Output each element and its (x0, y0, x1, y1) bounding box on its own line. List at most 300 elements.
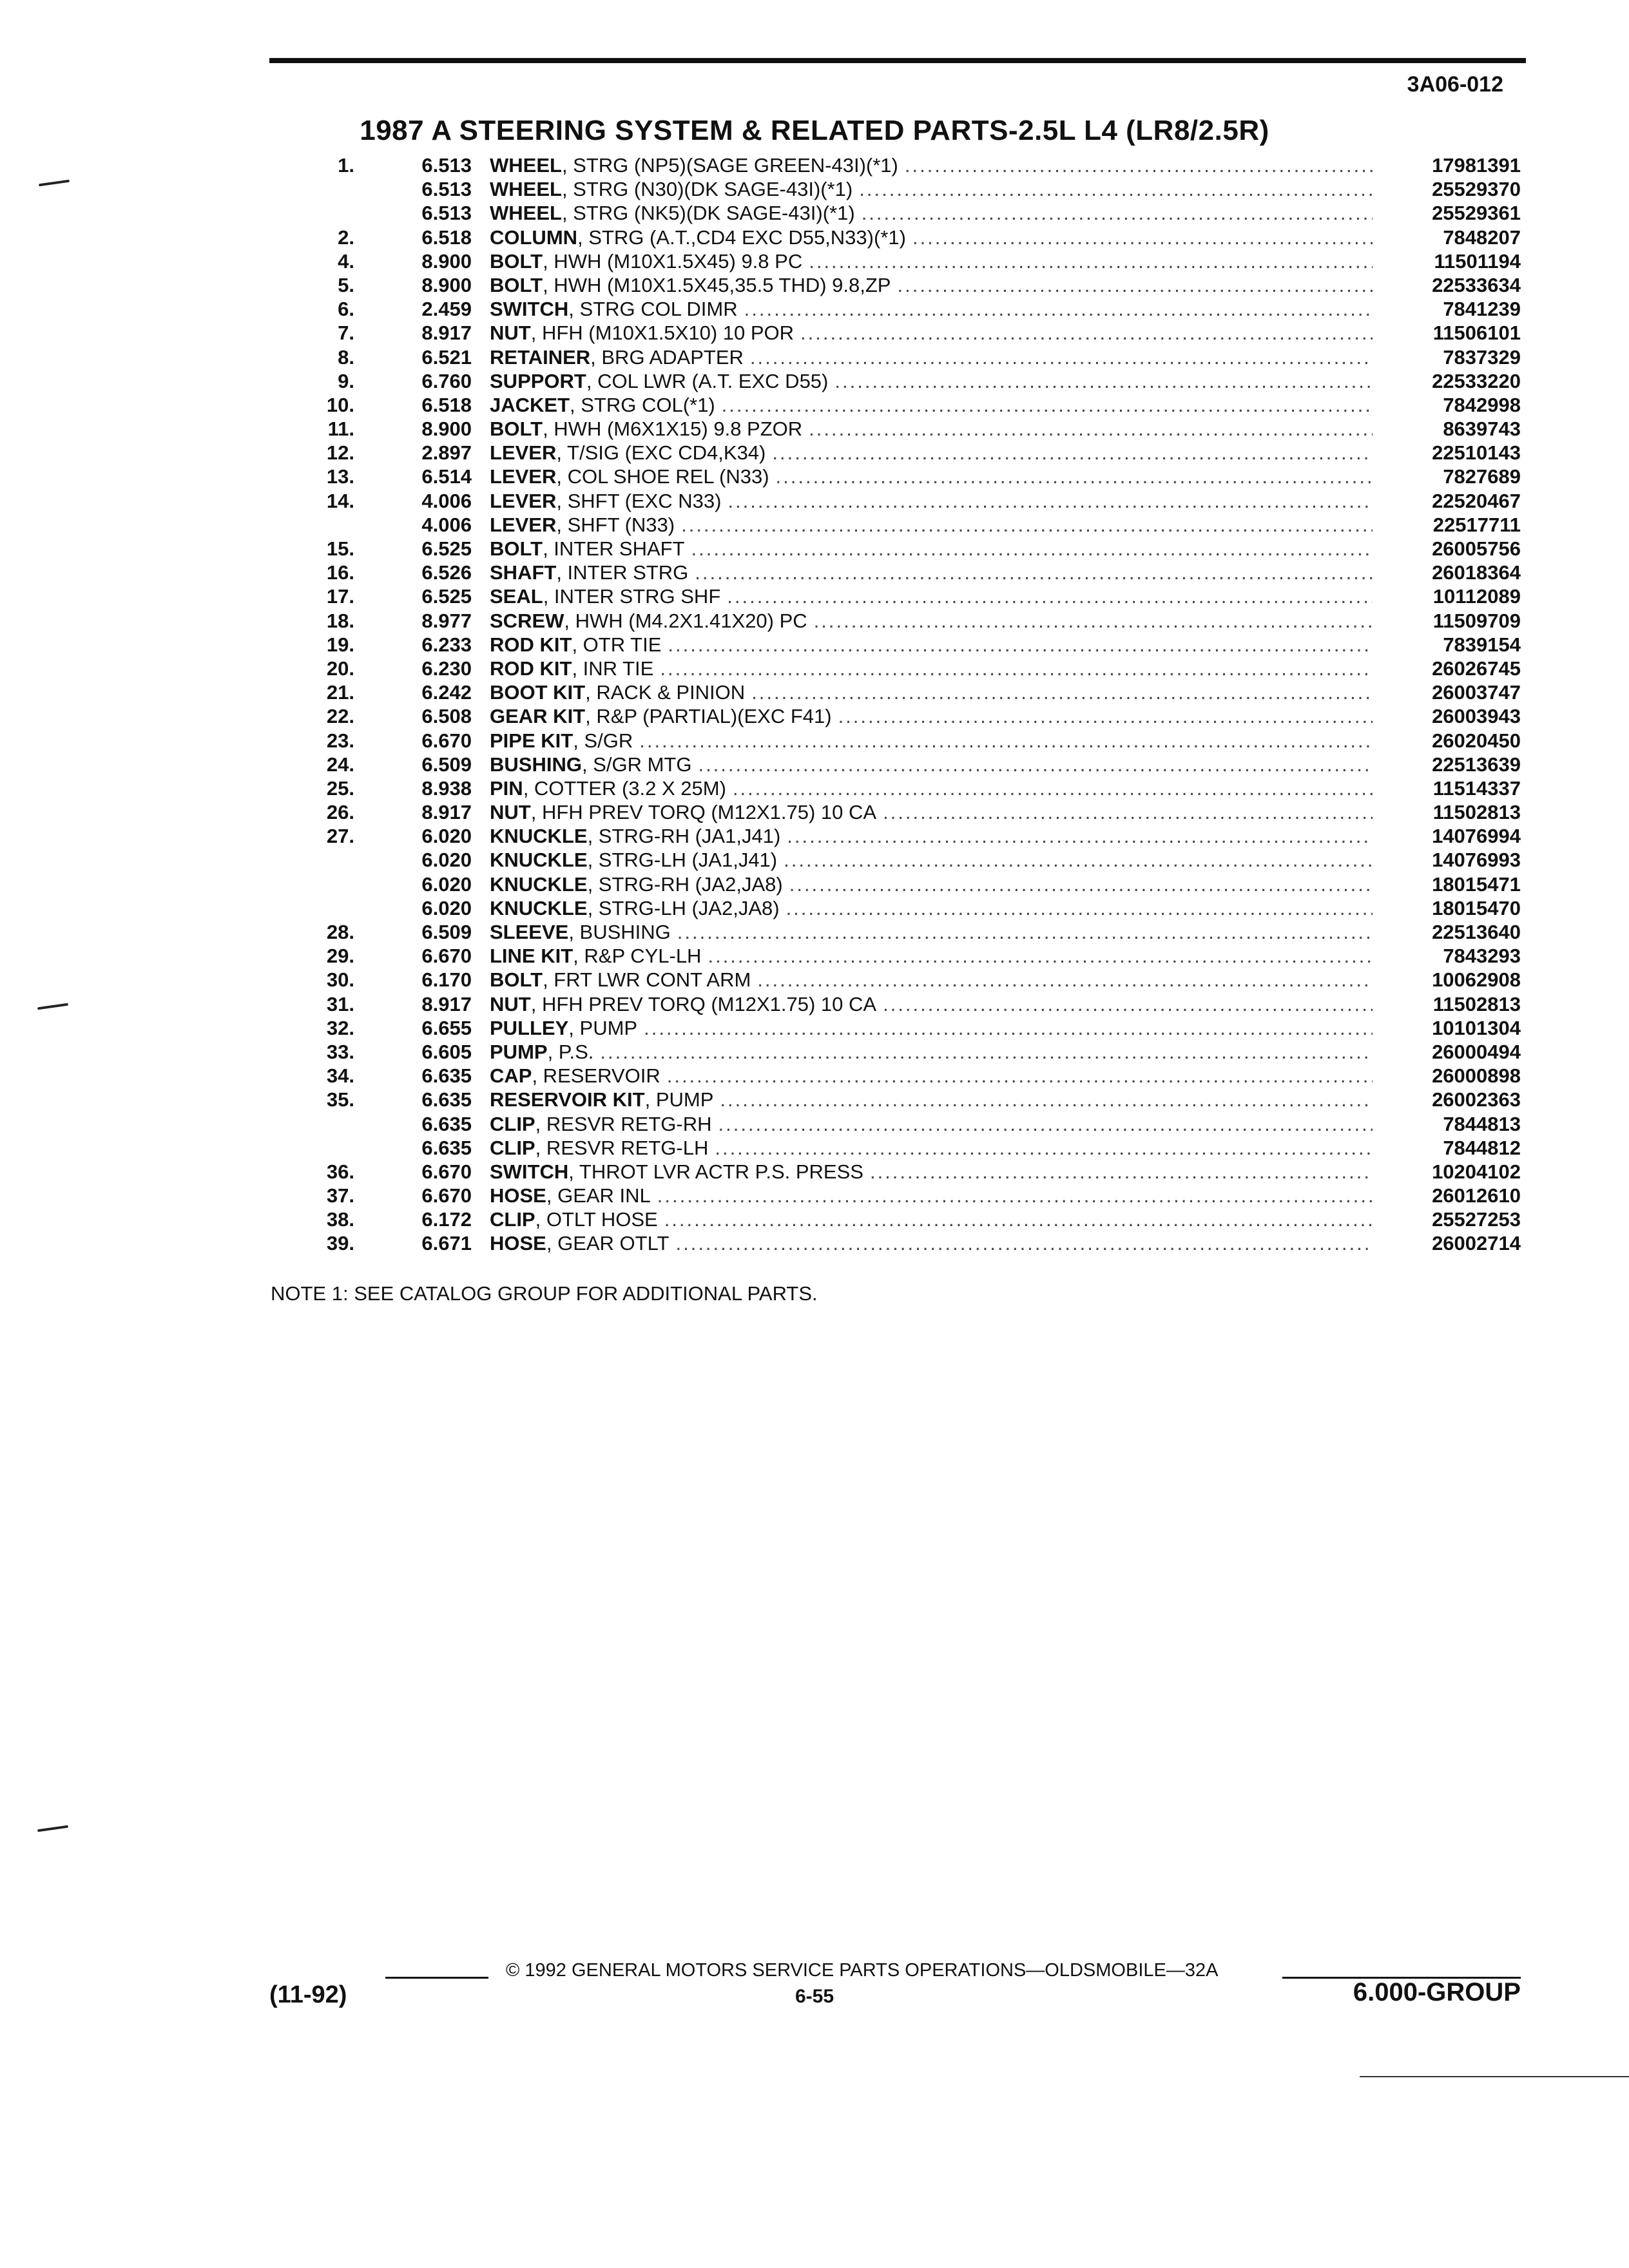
part-modifier: , HFH PREV TORQ (M12X1.75) 10 CA (530, 992, 877, 1015)
part-name: LEVER (490, 513, 557, 536)
part-name: ROD KIT (490, 657, 572, 680)
part-description (490, 1016, 1373, 1040)
leader-dots (698, 753, 1373, 776)
part-number: 26018364 (1432, 561, 1521, 584)
part-description (490, 417, 1373, 441)
part-description (490, 1088, 1373, 1111)
bottom-rule (1360, 2076, 1629, 2077)
group-number: 8.938 (421, 776, 472, 800)
group-number: 6.509 (421, 753, 472, 776)
part-name: WHEEL (490, 154, 562, 177)
part-description (490, 345, 1373, 369)
part-description (490, 441, 1373, 465)
part-name: PUMP (490, 1040, 548, 1063)
item-number: 30. (326, 968, 354, 992)
part-name: LEVER (490, 441, 557, 465)
part-number: 22533220 (1432, 369, 1521, 392)
part-number: 11501194 (1434, 249, 1521, 273)
part-modifier: , INTER SHAFT (543, 537, 685, 560)
group-number: 6.518 (421, 393, 472, 416)
item-number: 26. (326, 801, 354, 824)
part-name: LINE KIT (490, 945, 574, 968)
part-modifier: , R&P (PARTIAL)(EXC F41) (585, 705, 832, 728)
group-number: 4.006 (421, 489, 472, 512)
part-description (490, 824, 1373, 848)
group-number: 6.230 (421, 657, 472, 680)
part-modifier: , GEAR INL (546, 1184, 651, 1207)
part-description (490, 1160, 1373, 1184)
part-name: LEVER (490, 489, 557, 512)
part-description (490, 1112, 1373, 1136)
part-description (490, 393, 1373, 417)
leader-dots (859, 177, 1373, 201)
part-modifier: , INTER STRG (556, 561, 689, 584)
part-description (490, 680, 1373, 704)
part-number: 7841239 (1443, 298, 1521, 321)
item-number: 14. (326, 489, 354, 512)
group-label: 6.000-GROUP (1353, 1978, 1521, 2006)
part-name: SWITCH (490, 298, 569, 321)
part-name: KNUCKLE (490, 825, 588, 848)
group-number: 6.635 (421, 1064, 472, 1088)
item-number: 27. (326, 825, 354, 848)
part-number: 22510143 (1432, 441, 1521, 465)
part-description (490, 848, 1373, 872)
part-row (0, 226, 1629, 249)
group-number: 6.605 (421, 1040, 472, 1063)
part-row (0, 1064, 1629, 1088)
item-number: 8. (338, 345, 354, 369)
part-row (0, 657, 1629, 680)
item-number: 2. (338, 226, 354, 249)
part-description (490, 297, 1373, 321)
part-modifier: , RACK & PINION (585, 681, 746, 704)
part-modifier: , RESVR RETG-LH (535, 1136, 709, 1159)
group-number: 6.172 (421, 1208, 472, 1231)
group-number: 6.525 (421, 585, 472, 608)
part-name: CLIP (490, 1136, 535, 1159)
part-modifier: , HWH (M10X1.5X45,35.5 THD) 9.8,ZP (543, 273, 891, 296)
item-number: 28. (326, 921, 354, 943)
item-number: 9. (338, 369, 354, 392)
leader-dots (897, 273, 1373, 297)
group-number: 8.977 (421, 609, 472, 632)
part-row (0, 1160, 1629, 1184)
footer-rule-left (385, 1977, 488, 1979)
part-name: BOLT (490, 273, 543, 296)
leader-dots (600, 1040, 1373, 1064)
copyright-text: © 1992 GENERAL MOTORS SERVICE PARTS OPERATIONS—OLDSMOBILE—32A (506, 1960, 1219, 1981)
part-number: 26003747 (1432, 681, 1521, 704)
part-modifier: , COTTER (3.2 X 25M) (523, 776, 726, 800)
item-number: 21. (326, 681, 354, 704)
leader-dots (720, 1088, 1373, 1111)
part-modifier: , STRG (NP5)(SAGE GREEN-43I)(*1) (561, 154, 898, 177)
part-description (490, 657, 1373, 680)
part-name: HOSE (490, 1232, 546, 1255)
part-number: 18015470 (1432, 896, 1521, 919)
part-number: 7844813 (1443, 1112, 1521, 1135)
part-number: 7839154 (1443, 633, 1521, 656)
part-number: 22513640 (1432, 921, 1521, 943)
item-number: 36. (326, 1160, 354, 1183)
part-row (0, 1231, 1629, 1255)
part-number: 7848207 (1443, 226, 1521, 249)
leader-dots (722, 393, 1373, 417)
group-number: 6.655 (421, 1016, 472, 1039)
item-number: 37. (326, 1184, 354, 1207)
part-name: NUT (490, 322, 531, 345)
group-number: 8.917 (421, 992, 472, 1015)
part-modifier: , HWH (M10X1.5X45) 9.8 PC (543, 249, 803, 273)
part-number: 22520467 (1432, 489, 1521, 512)
part-name: BOLT (490, 418, 543, 441)
part-number: 26012610 (1432, 1184, 1521, 1207)
part-modifier: , SHFT (EXC N33) (556, 489, 722, 512)
part-description (490, 201, 1373, 225)
part-row (0, 584, 1629, 608)
group-number: 6.670 (421, 1184, 472, 1207)
part-description (490, 465, 1373, 488)
part-number: 22517711 (1432, 513, 1521, 536)
item-number: 13. (326, 465, 354, 488)
leader-dots (664, 1207, 1373, 1231)
leader-dots (667, 1064, 1373, 1088)
part-row (0, 297, 1629, 321)
leader-dots (660, 657, 1373, 680)
part-description (490, 920, 1373, 944)
part-description (490, 153, 1373, 177)
leader-dots (757, 968, 1373, 992)
part-name: CLIP (490, 1112, 535, 1135)
part-modifier: , BRG ADAPTER (590, 345, 744, 369)
leader-dots (834, 369, 1373, 393)
part-row (0, 321, 1629, 345)
item-number: 33. (326, 1040, 354, 1063)
part-row (0, 1016, 1629, 1040)
part-number: 17981391 (1432, 154, 1521, 177)
group-number: 6.242 (421, 681, 472, 704)
group-number: 2.897 (421, 441, 472, 465)
part-number: 26002363 (1432, 1088, 1521, 1111)
part-description (490, 561, 1373, 584)
part-number: 26002714 (1432, 1232, 1521, 1255)
part-name: HOSE (490, 1184, 546, 1207)
part-number: 18015471 (1432, 872, 1521, 896)
item-number: 7. (338, 322, 354, 345)
part-number: 10062908 (1432, 968, 1521, 992)
part-number: 11502813 (1432, 992, 1521, 1015)
part-modifier: , STRG (A.T.,CD4 EXC D55,N33)(*1) (577, 226, 906, 249)
group-number: 6.670 (421, 945, 472, 968)
item-number: 17. (326, 585, 354, 608)
group-number: 6.635 (421, 1136, 472, 1159)
part-modifier: , HFH (M10X1.5X10) 10 POR (530, 322, 795, 345)
part-name: PIN (490, 776, 523, 800)
group-number: 6.020 (421, 849, 472, 872)
leader-dots (733, 776, 1373, 800)
part-number: 11509709 (1432, 609, 1521, 632)
group-number: 8.900 (421, 249, 472, 273)
part-name: GEAR KIT (490, 705, 586, 728)
leader-dots (784, 848, 1373, 872)
group-number: 8.900 (421, 273, 472, 296)
part-name: SHAFT (490, 561, 557, 584)
group-number: 6.020 (421, 825, 472, 848)
item-number: 1. (338, 154, 354, 177)
part-modifier: , STRG-RH (JA2,JA8) (587, 872, 783, 896)
leader-dots (905, 153, 1373, 177)
leader-dots (691, 537, 1373, 561)
group-number: 6.525 (421, 537, 472, 560)
leader-dots (912, 226, 1373, 249)
group-number: 6.670 (421, 729, 472, 752)
part-row (0, 800, 1629, 824)
part-name: BOOT KIT (490, 681, 586, 704)
part-number: 22513639 (1432, 753, 1521, 776)
item-number: 22. (326, 705, 354, 728)
part-name: SLEEVE (490, 921, 569, 943)
part-modifier: , HWH (M6X1X15) 9.8 PZOR (543, 418, 803, 441)
part-modifier: , COL SHOE REL (N33) (556, 465, 769, 488)
item-number: 24. (326, 753, 354, 776)
leader-dots (668, 633, 1373, 657)
item-number: 20. (326, 657, 354, 680)
part-number: 26005756 (1432, 537, 1521, 560)
group-number: 6.521 (421, 345, 472, 369)
part-description (490, 800, 1373, 824)
part-number: 11514337 (1432, 776, 1521, 800)
part-description (490, 249, 1373, 273)
part-name: NUT (490, 801, 531, 824)
leader-dots (883, 992, 1373, 1016)
leader-dots (838, 704, 1373, 728)
part-description (490, 226, 1373, 249)
part-number: 26000898 (1432, 1064, 1521, 1088)
part-name: SCREW (490, 609, 564, 632)
part-name: SWITCH (490, 1160, 569, 1183)
item-number: 23. (326, 729, 354, 752)
part-row (0, 1088, 1629, 1111)
part-description (490, 1136, 1373, 1160)
group-number: 2.459 (421, 298, 472, 321)
part-description (490, 872, 1373, 896)
part-name: ROD KIT (490, 633, 572, 656)
item-number: 34. (326, 1064, 354, 1088)
part-name: SUPPORT (490, 369, 586, 392)
part-name: KNUCKLE (490, 896, 588, 919)
part-description (490, 729, 1373, 753)
part-modifier: , RESERVOIR (532, 1064, 660, 1088)
part-number: 26003943 (1432, 705, 1521, 728)
part-description (490, 992, 1373, 1016)
leader-dots (751, 680, 1373, 704)
part-name: RETAINER (490, 345, 591, 369)
part-number: 8639743 (1443, 418, 1521, 441)
part-row (0, 537, 1629, 561)
group-number: 6.170 (421, 968, 472, 992)
part-modifier: , HFH PREV TORQ (M12X1.75) 10 CA (530, 801, 877, 824)
part-name: KNUCKLE (490, 849, 588, 872)
group-number: 8.900 (421, 418, 472, 441)
part-number: 25527253 (1432, 1208, 1521, 1231)
item-number: 35. (326, 1088, 354, 1111)
footnote: NOTE 1: SEE CATALOG GROUP FOR ADDITIONAL PARTS. (271, 1282, 818, 1305)
part-number: 26020450 (1432, 729, 1521, 752)
part-row (0, 992, 1629, 1016)
leader-dots (786, 896, 1373, 920)
part-row (0, 1207, 1629, 1231)
part-name: CAP (490, 1064, 532, 1088)
part-description (490, 1207, 1373, 1231)
leader-dots (883, 800, 1373, 824)
part-name: COLUMN (490, 226, 578, 249)
leader-dots (657, 1184, 1373, 1207)
item-number: 6. (338, 298, 354, 321)
part-description (490, 537, 1373, 561)
part-number: 14076994 (1432, 825, 1521, 848)
part-number: 26026745 (1432, 657, 1521, 680)
group-number: 6.518 (421, 226, 472, 249)
part-row (0, 968, 1629, 992)
part-description (490, 513, 1373, 537)
leader-dots (814, 609, 1373, 633)
leader-dots (677, 920, 1373, 944)
part-modifier: , COL LWR (A.T. EXC D55) (586, 369, 829, 392)
leader-dots (718, 1112, 1373, 1136)
leader-dots (776, 465, 1373, 488)
part-number: 10204102 (1432, 1160, 1521, 1183)
part-number: 25529370 (1432, 178, 1521, 201)
item-number: 39. (326, 1232, 354, 1255)
item-number: 18. (326, 609, 354, 632)
part-description (490, 896, 1373, 920)
part-row (0, 1112, 1629, 1136)
part-description (490, 489, 1373, 513)
part-description (490, 177, 1373, 201)
item-number: 11. (327, 418, 354, 441)
part-row (0, 680, 1629, 704)
group-number: 6.020 (421, 872, 472, 896)
part-number: 10101304 (1432, 1016, 1521, 1039)
group-number: 4.006 (421, 513, 472, 536)
part-description (490, 609, 1373, 633)
margin-mark (37, 1825, 68, 1832)
catalog-code: 3A06-012 (1407, 72, 1503, 97)
leader-dots (728, 489, 1373, 513)
part-row (0, 273, 1629, 297)
part-name: CLIP (490, 1208, 535, 1231)
part-name: PULLEY (490, 1016, 569, 1039)
leader-dots (744, 297, 1373, 321)
part-name: RESERVOIR KIT (490, 1088, 645, 1111)
group-number: 6.513 (421, 178, 472, 201)
part-number: 14076993 (1432, 849, 1521, 872)
part-modifier: , GEAR OTLT (546, 1232, 670, 1255)
item-number: 4. (338, 249, 354, 273)
part-number: 7837329 (1443, 345, 1521, 369)
group-number: 8.917 (421, 322, 472, 345)
page-number: 6-55 (795, 1986, 834, 2007)
leader-dots (870, 1160, 1373, 1184)
top-rule (269, 58, 1526, 63)
part-row (0, 441, 1629, 465)
part-row (0, 1136, 1629, 1160)
part-name: WHEEL (490, 202, 562, 225)
part-modifier: , HWH (M4.2X1.41X20) PC (564, 609, 807, 632)
part-number: 10112089 (1432, 585, 1521, 608)
part-modifier: , STRG COL DIMR (568, 298, 738, 321)
group-number: 6.514 (421, 465, 472, 488)
parts-list (0, 153, 1629, 1256)
part-description (490, 369, 1373, 393)
item-number: 16. (326, 561, 354, 584)
part-name: KNUCKLE (490, 872, 588, 896)
group-number: 6.509 (421, 921, 472, 943)
leader-dots (789, 872, 1373, 896)
part-number: 7842998 (1443, 393, 1521, 416)
item-number: 29. (326, 945, 354, 968)
group-number: 6.671 (421, 1232, 472, 1255)
item-number: 25. (326, 776, 354, 800)
part-row (0, 513, 1629, 537)
leader-dots (715, 1136, 1373, 1160)
group-number: 6.020 (421, 896, 472, 919)
part-description (490, 1184, 1373, 1207)
group-number: 6.635 (421, 1112, 472, 1135)
part-modifier: , THROT LVR ACTR P.S. PRESS (568, 1160, 863, 1183)
part-number: 7844812 (1443, 1136, 1521, 1159)
part-modifier: , STRG (NK5)(DK SAGE-43I)(*1) (561, 202, 855, 225)
part-name: WHEEL (490, 178, 562, 201)
part-modifier: , PUMP (644, 1088, 714, 1111)
item-number: 32. (326, 1016, 354, 1039)
part-name: JACKET (490, 393, 570, 416)
group-number: 6.513 (421, 202, 472, 225)
part-modifier: , S/GR MTG (581, 753, 692, 776)
part-row (0, 249, 1629, 273)
part-description (490, 584, 1373, 608)
group-number: 6.670 (421, 1160, 472, 1183)
part-description (490, 944, 1373, 968)
part-row (0, 393, 1629, 417)
part-number: 7843293 (1443, 945, 1521, 968)
part-number: 25529361 (1432, 202, 1521, 225)
part-row (0, 345, 1629, 369)
part-row (0, 776, 1629, 800)
part-row (0, 753, 1629, 776)
part-row (0, 177, 1629, 201)
leader-dots (644, 1016, 1373, 1040)
part-name: PIPE KIT (490, 729, 574, 752)
part-number: 7827689 (1443, 465, 1521, 488)
part-name: BOLT (490, 968, 543, 992)
part-modifier: , RESVR RETG-RH (535, 1112, 712, 1135)
leader-dots (750, 345, 1373, 369)
part-modifier: , OTLT HOSE (535, 1208, 658, 1231)
part-number: 26000494 (1432, 1040, 1521, 1063)
part-description (490, 1040, 1373, 1064)
item-number: 15. (326, 537, 354, 560)
part-description (490, 1231, 1373, 1255)
item-number: 19. (326, 633, 354, 656)
part-row (0, 609, 1629, 633)
part-description (490, 776, 1373, 800)
group-number: 6.508 (421, 705, 472, 728)
item-number: 5. (338, 273, 354, 296)
part-name: SEAL (490, 585, 543, 608)
page-title: 1987 A STEERING SYSTEM & RELATED PARTS-2.5L L4 (LR8/2.5R) (360, 115, 1269, 146)
